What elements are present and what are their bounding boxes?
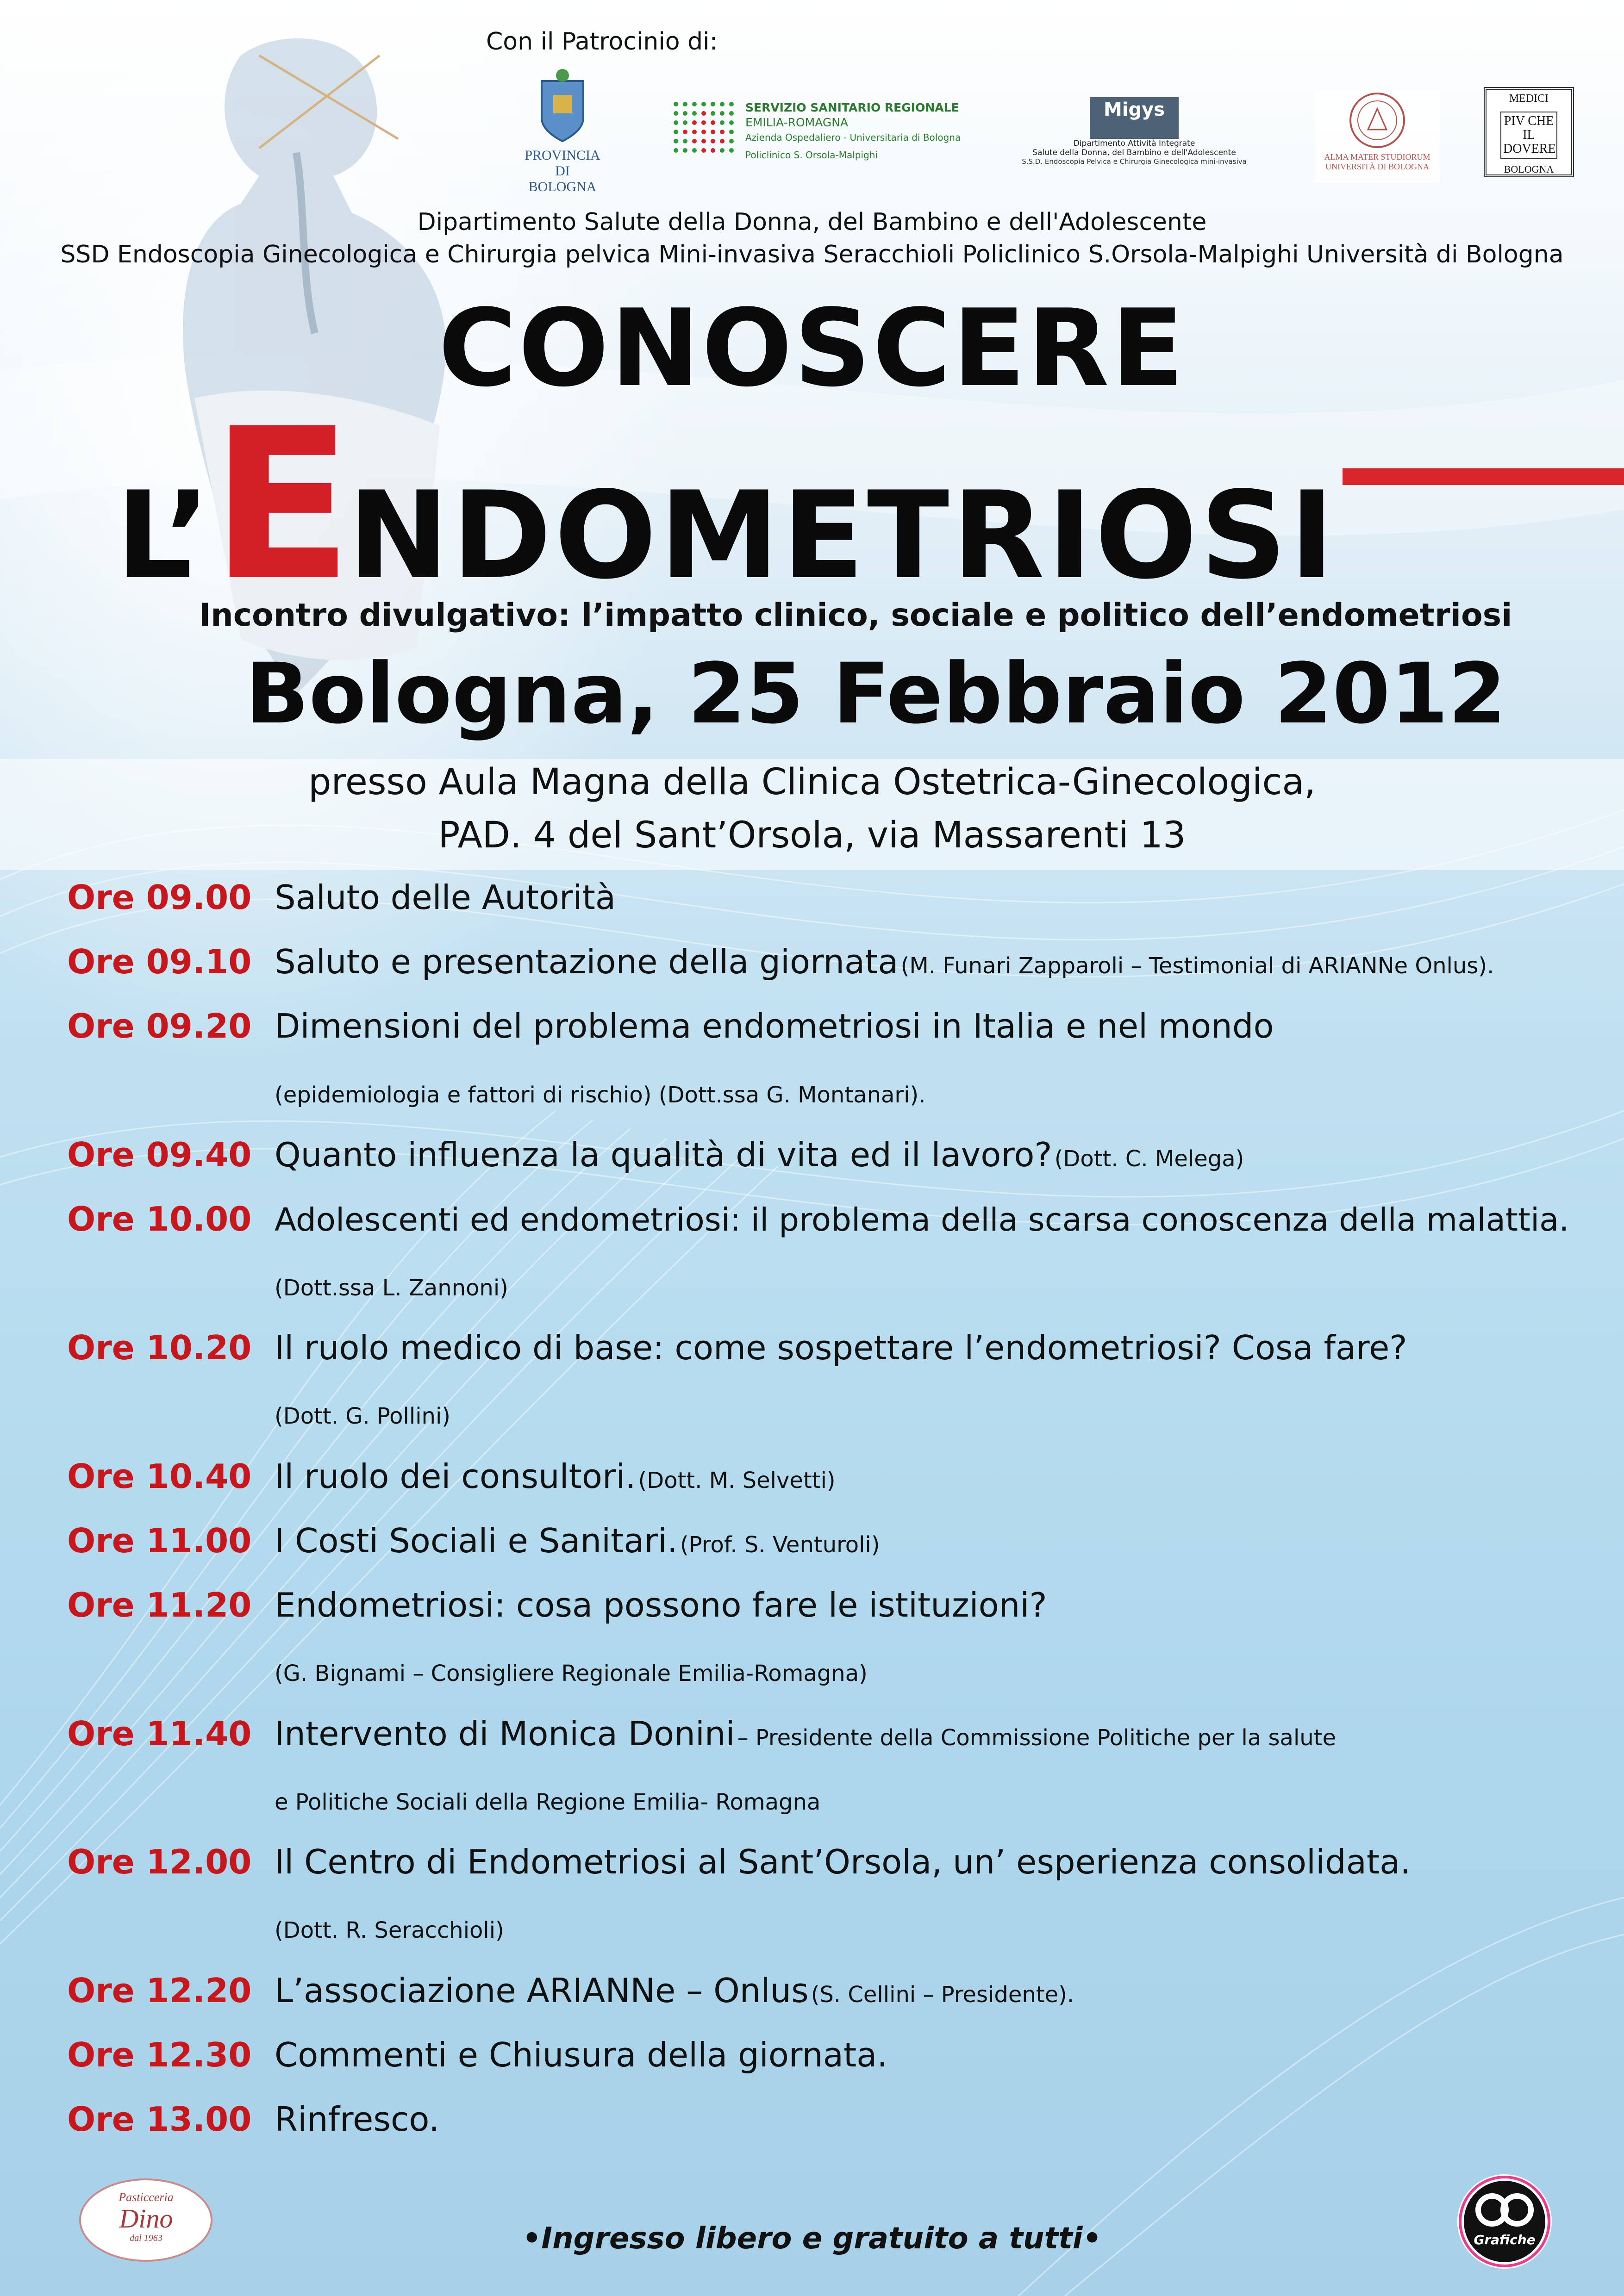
- university-seal-icon: [1347, 90, 1407, 150]
- schedule-title: Saluto e presentazione della giornata: [275, 942, 899, 981]
- unibo-logo: ALMA MATER STUDIORUM UNIVERSITÀ DI BOLOGNA: [1315, 90, 1440, 183]
- schedule-time: Ore 12.20: [67, 1971, 252, 2010]
- schedule-speaker: (Prof. S. Venturoli): [680, 1532, 880, 1558]
- schedule-item: [67, 1971, 1074, 2010]
- department-line-1: Dipartimento Salute della Donna, del Bambino e dell'Adolescente: [417, 208, 1207, 236]
- schedule-detail: e Politiche Sociali della Regione Emilia- Romagna: [275, 1789, 821, 1815]
- schedule-title: Intervento di Monica Donini: [275, 1714, 735, 1753]
- venue-line-2: PAD. 4 del Sant’Orsola, via Massarenti 13: [438, 815, 1186, 856]
- schedule-title: Dimensioni del problema endometriosi in Italia e nel mondo: [275, 1007, 1274, 1045]
- schedule-title: I Costi Sociali e Sanitari.: [275, 1521, 678, 1560]
- grafiche-logo: Grafiche: [1456, 2173, 1553, 2270]
- schedule-title: Rinfresco.: [275, 2100, 440, 2139]
- schedule-time: Ore 09.20: [67, 1007, 252, 1045]
- schedule-item: [67, 1457, 836, 1496]
- schedule-title: Saluto delle Autorità: [275, 878, 616, 917]
- schedule-item: [67, 1586, 1047, 1624]
- schedule-title: Adolescenti ed endometriosi: il problema della scarsa conoscenza della malattia.: [275, 1201, 1569, 1238]
- schedule-time: Ore 10.40: [67, 1457, 252, 1496]
- title-prefix: L’: [116, 466, 211, 606]
- migys-logo: Migys Dipartimento Attività Integrate Salute della Donna, del Bambino e dell'Adolescente S.S.D. Endoscopia Pelvica e Chirurgia Ginecologica mini-invasiva: [1014, 97, 1255, 171]
- ssr-logo: SERVIZIO SANITARIO REGIONALE EMILIA-ROMAGNA Azienda Ospedaliero - Universitaria di Bologna Policlinico S. Orsola-Malpighi: [671, 100, 995, 164]
- schedule-item: [67, 942, 1494, 981]
- schedule-time: Ore 10.20: [67, 1328, 252, 1367]
- gg-badge-icon: [1456, 2173, 1553, 2270]
- schedule-detail: (Dott. R. Seracchioli): [275, 1917, 504, 1943]
- patronage-label: Con il Patrocinio di:: [486, 28, 718, 56]
- pasticceria-dino-logo: Pasticceria Dino dal 1963: [78, 2178, 214, 2263]
- schedule-time: Ore 09.40: [67, 1135, 252, 1174]
- title-line-1: CONOSCERE: [438, 287, 1186, 411]
- schedule-speaker: – Presidente della Commissione Politiche per la salute: [737, 1725, 1337, 1751]
- venue-line-1: presso Aula Magna della Clinica Ostetrica-Ginecologica,: [308, 761, 1316, 803]
- event-subtitle: Incontro divulgativo: l’impatto clinico, sociale e politico dell’endometriosi: [199, 597, 1512, 634]
- schedule-time: Ore 09.00: [67, 878, 252, 917]
- schedule-time: Ore 09.10: [67, 942, 252, 981]
- schedule-speaker: (Dott. M. Selvetti): [638, 1468, 836, 1493]
- schedule-time: Ore 10.00: [67, 1200, 252, 1238]
- schedule-title: Endometriosi: cosa possono fare le istituzioni?: [275, 1586, 1047, 1624]
- schedule-time: Ore 12.00: [67, 1842, 252, 1881]
- schedule-title: Il Centro di Endometriosi al Sant’Orsola, un’ esperienza consolidata.: [275, 1842, 1411, 1881]
- schedule-time: Ore 11.00: [67, 1521, 252, 1560]
- ordine-medici-logo: MEDICI PIV CHE IL DOVERE BOLOGNA: [1484, 87, 1574, 177]
- schedule-item: [67, 1714, 1336, 1753]
- schedule-time: Ore 13.00: [67, 2100, 252, 2139]
- schedule-item: [67, 1135, 1244, 1174]
- schedule-speaker: (S. Cellini – Presidente).: [811, 1982, 1074, 2008]
- schedule-item: [67, 1521, 880, 1560]
- schedule-detail: (Dott.ssa L. Zannoni): [275, 1275, 508, 1301]
- free-entry-notice: •Ingresso libero e gratuito a tutti•: [522, 2221, 1102, 2256]
- schedule-title: Commenti e Chiusura della giornata.: [275, 2035, 888, 2074]
- schedule-time: Ore 12.30: [67, 2035, 252, 2074]
- schedule-title: L’associazione ARIANNe – Onlus: [275, 1971, 809, 2010]
- schedule-detail: (Dott. G. Pollini): [275, 1403, 451, 1429]
- schedule-item: [67, 878, 616, 917]
- title-accent-stripe: [1343, 468, 1624, 485]
- schedule-speaker: (Dott. C. Melega): [1054, 1146, 1244, 1172]
- schedule-title: Il ruolo dei consultori.: [275, 1457, 636, 1496]
- event-date: Bologna, 25 Febbraio 2012: [245, 646, 1506, 742]
- schedule-title: Quanto influenza la qualità di vita ed il lavoro?: [275, 1135, 1052, 1174]
- schedule-item: [67, 1007, 1274, 1045]
- title-initial: E: [210, 384, 349, 627]
- schedule-item: [67, 1328, 1407, 1367]
- schedule-item: [67, 2035, 887, 2074]
- schedule-item: [67, 2100, 439, 2139]
- department-line-2: SSD Endoscopia Ginecologica e Chirurgia pelvica Mini-invasiva Seracchioli Policlinico S.Orsola-Malpighi Università di Bologna: [60, 241, 1564, 268]
- schedule-title: Il ruolo medico di base: come sospettare l’endometriosi? Cosa fare?: [275, 1328, 1407, 1367]
- schedule-detail: (G. Bignami – Consigliere Regionale Emilia-Romagna): [275, 1661, 868, 1686]
- schedule-detail: (epidemiologia e fattori di rischio) (Dott.ssa G. Montanari).: [275, 1082, 926, 1108]
- schedule-item: [67, 1842, 1411, 1881]
- coat-of-arms-icon: [532, 67, 593, 146]
- schedule-item: [67, 1200, 1569, 1238]
- provincia-logo: PROVINCIA DI BOLOGNA: [523, 67, 602, 199]
- schedule-time: Ore 11.20: [67, 1586, 252, 1624]
- schedule-time: Ore 11.40: [67, 1714, 252, 1753]
- title-rest: NDOMETRIOSI: [348, 466, 1337, 606]
- dot-grid-icon: [671, 100, 736, 160]
- schedule-speaker: (M. Funari Zapparoli – Testimonial di ARIANNe Onlus).: [900, 953, 1494, 979]
